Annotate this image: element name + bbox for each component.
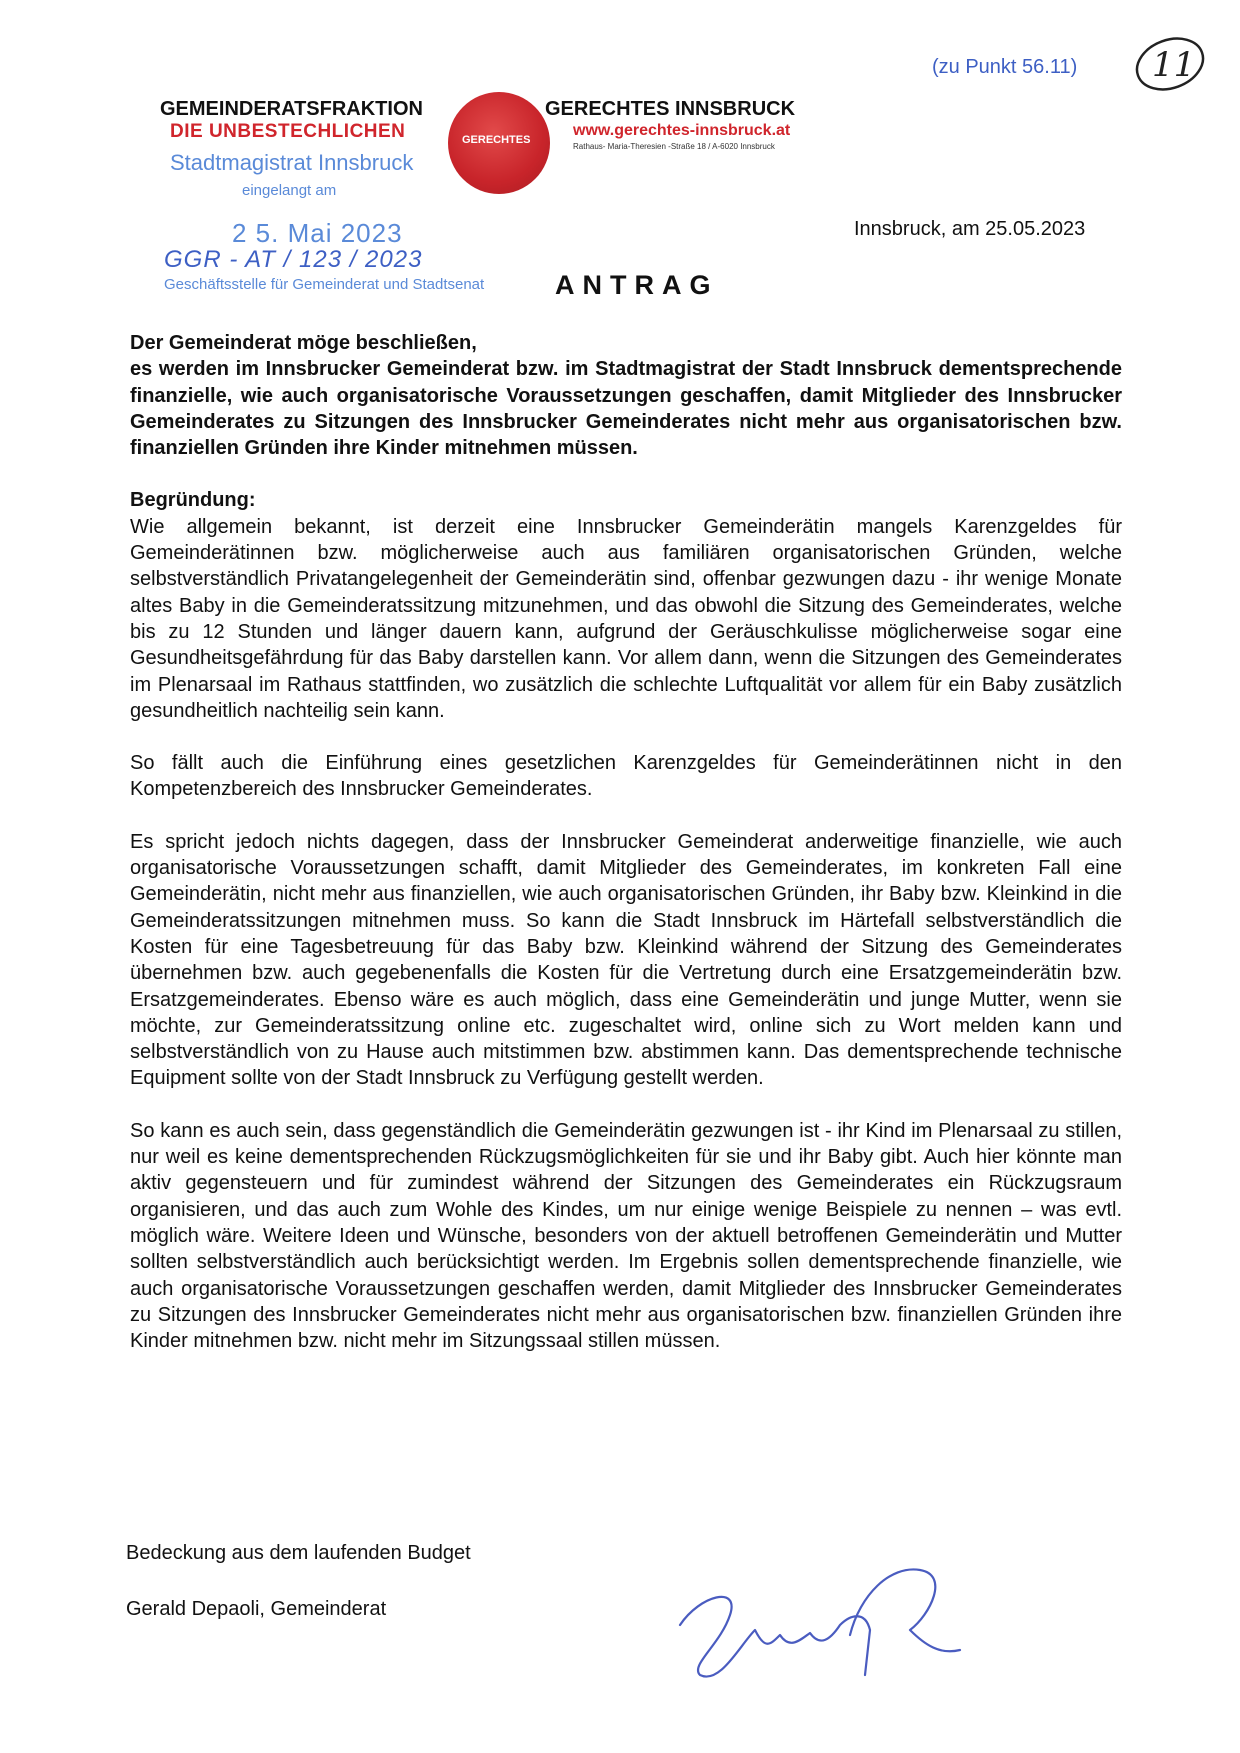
- stamp-department: Geschäftsstelle für Gemeinderat und Stadtsenat: [164, 276, 485, 293]
- motion-text: es werden im Innsbrucker Gemeinderat bzw. im Stadtmagistrat der Stadt Innsbruck dementsprechende finanzielle, wie auch organisatorische Voraussetzungen geschaffen, damit Mitglieder des Innsbrucker Gemeinderates zu Sitzungen des Innsbrucker Gemeinderates nicht mehr aus organisatorischen bzw. finanziellen Gründen ihre Kinder mitnehmen müssen.: [130, 358, 1122, 460]
- motion-block: [130, 330, 1122, 461]
- handwritten-page-number: [1130, 28, 1210, 98]
- document-body: [130, 330, 1122, 1354]
- reasoning-paragraph-4: So kann es auch sein, dass gegenständlich die Gemeinderätin gezwungen ist - ihr Kind im Plenarsaal zu stillen, nur weil es keine dementsprechenden Rückzugsmöglichkeiten für sie und ihr Baby gibt. Auch hier könnte man aktiv gegensteuern und für zumindest während der Sitzungen des Gemeinderates ein Rückzugsraum organisieren, und das auch zum Wohle des Kindes, um nur einige wenige Beispiele zu nennen – was evtl. möglich wäre. Weitere Ideen und Wünsche, besonders von der aktuell betroffenen Gemeinderätin und Mutter sollten selbstverständlich auch berücksichtigt werden. Im Ergebnis sollen dementsprechende finanzielle, wie auch organisatorische Voraussetzungen geschaffen werden, damit Mitglieder des Innsbrucker Gemeinderates zu Sitzungen des Innsbrucker Gemeinderates nicht mehr aus organisatorischen bzw. finanziellen Gründen ihre Kinder mitnehmen bzw. nicht mehr im Sitzungssaal stillen müssen.: [130, 1119, 1122, 1353]
- party-address: Rathaus- Maria-Theresien -Straße 18 / A-6020 Innsbruck: [573, 142, 775, 151]
- signature: [660, 1555, 980, 1695]
- reasoning-paragraph-3: Es spricht jedoch nichts dagegen, dass der Innsbrucker Gemeinderat anderweitige finanzielle, wie auch organisatorische Voraussetzungen schafft, damit Mitglieder des Gemeinderates, im konkreten Fall eine Gemeinderätin, nicht mehr aus finanziellen, wie auch organisatorischen Gründen, ihr Baby bzw. Kleinkind in die Gemeinderatssitzungen mitnehmen muss. So kann die Stadt Innsbruck im Härtefall selbstverständlich die Kosten für eine Tagesbetreuung für das Baby bzw. Kleinkind während der Sitzung des Gemeinderates übernehmen bzw. auch gegebenenfalls die Kosten für die Vertretung durch eine Ersatzgemeinderätin bzw. Ersatzgemeinderates. Ebenso wäre es auch möglich, dass eine Gemeinderätin und junge Mutter, wenn sie möchte, zur Gemeinderatssitzung online etc. zugeschaltet wird, online sich zu Wort melden kann und selbstverständlich von zu Hause auch mitstimmen bzw. abstimmen kann. Das dementsprechende technische Equipment sollte von der Stadt Innsbruck zu Verfügung gestellt werden.: [130, 830, 1122, 1090]
- reasoning-paragraph-1: Wie allgemein bekannt, ist derzeit eine Innsbrucker Gemeinderätin mangels Karenzgeldes für Gemeinderätinnen bzw. möglicherweise auch aus familiären organisatorischen Gründen, welche selbstverständlich Privatangelegenheit der Gemeinderätin sind, offenbar gezwungen dazu - ihr wenige Monate altes Baby in die Gemeinderatssitzung mitzunehmen, und das obwohl die Sitzung des Gemeinderates, welche bis zu 12 Stunden und länger dauern kann, aufgrund der Geräuschkulisse möglicherweise sogar eine Gesundheitsgefährdung für das Baby darstellen kann. Vor allem dann, wenn die Sitzungen des Gemeinderates im Plenarsaal im Rathaus stattfinden, wo zusätzlich die schlechte Luftqualität vor allem für ein Baby zusätzlich gesundheitlich nachteilig sein kann.: [130, 515, 1122, 722]
- budget-coverage: Bedeckung aus dem laufenden Budget: [126, 1542, 471, 1564]
- place-and-date: Innsbruck, am 25.05.2023: [854, 218, 1086, 240]
- party-website: www.gerechtes-innsbruck.at: [573, 122, 791, 139]
- reasoning-paragraph-2: So fällt auch die Einführung eines gesetzlichen Karenzgeldes für Gemeinderätinnen nicht in den Kompetenzbereich des Innsbrucker Gemeinderates.: [130, 752, 1122, 801]
- author-line: Gerald Depaoli, Gemeinderat: [126, 1598, 387, 1620]
- reference-note: (zu Punkt 56.11): [932, 56, 1078, 78]
- stamp-received-label: eingelangt am: [242, 182, 337, 199]
- logo-text: GERECHTES: [462, 134, 531, 146]
- faction-name: GEMEINDERATSFRAKTION: [160, 98, 423, 120]
- party-name: GERECHTES INNSBRUCK: [545, 98, 796, 120]
- stamp-handwritten-reference: GGR - AT / 123 / 2023: [164, 246, 423, 273]
- document-title: ANTRAG: [555, 270, 719, 300]
- faction-subtitle: DIE UNBESTECHLICHEN: [170, 121, 406, 142]
- reasoning-label: Begründung:: [130, 489, 256, 512]
- stamp-date: 2 5. Mai 2023: [232, 218, 403, 248]
- page-number-text: 11: [1152, 45, 1196, 85]
- motion-intro: Der Gemeinderat möge beschließen,: [130, 332, 477, 354]
- stamp-office: Stadtmagistrat Innsbruck: [170, 150, 414, 175]
